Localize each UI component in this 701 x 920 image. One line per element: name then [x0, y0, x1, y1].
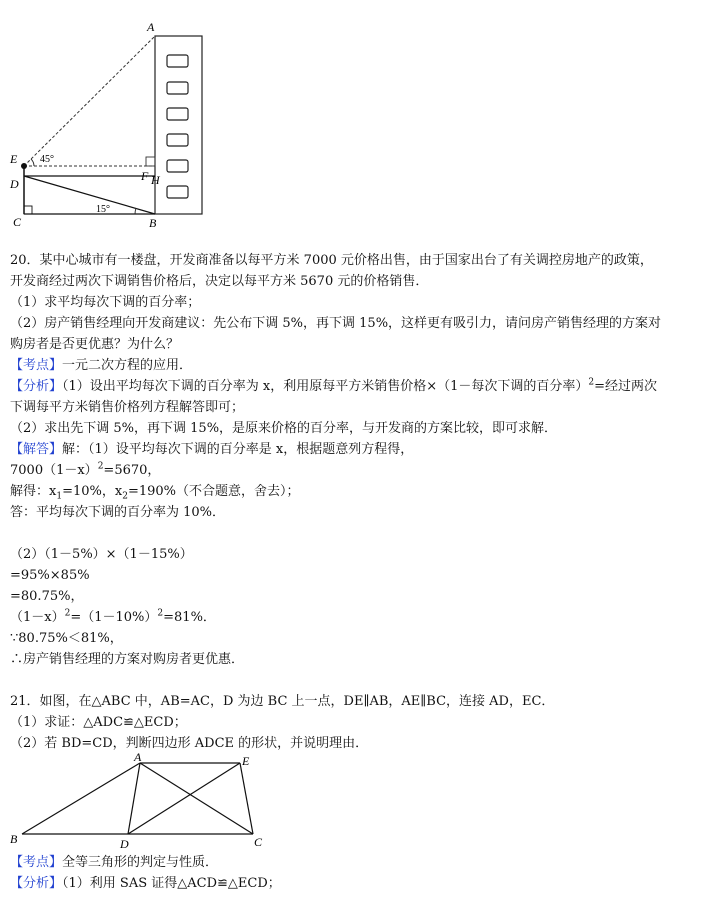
q20-part2b: 购房者是否更优惠？为什么？ — [10, 337, 180, 352]
fenxi1-sup: 2 — [588, 377, 595, 388]
q20-part2a: （2）房产销售经理向开发商建议：先公布下调 5%，再下调 15%，这样更有吸引力，请问房产销售经理的方案对 — [10, 316, 662, 331]
q21-fenxi-text: （1）利用 SAS 证得△ACD≌△ECD； — [62, 876, 281, 891]
q21-kaodian — [10, 852, 695, 873]
question-21-analysis — [10, 852, 695, 894]
q20-line1: 20．某中心城市有一楼盘，开发商准备以每平方米 7000 元价格出售，由于国家出台了有关调控房地产的政策， — [10, 253, 653, 268]
segment-ba — [22, 763, 140, 834]
eq1-b: =5670， — [103, 463, 161, 478]
point-e — [21, 163, 27, 169]
sol-b: =10%，x — [62, 484, 123, 499]
q20-p2-line6: ∴房产销售经理的方案对购房者更优惠． — [10, 652, 245, 667]
q21-kaodian-text: 全等三角形的判定与性质． — [62, 855, 219, 870]
p2-l4-sup1: 2 — [64, 608, 71, 619]
label-d: D — [10, 177, 19, 191]
question-20-block — [10, 250, 695, 754]
p2-l4-a: （1－x） — [10, 610, 65, 625]
q20-p2-line4 — [10, 607, 695, 628]
label-c: C — [13, 215, 22, 229]
q20-jieda — [10, 439, 695, 460]
sight-line-ea — [24, 36, 155, 166]
q21-fenxi-tag: 【分析】 — [10, 876, 63, 891]
q20-fenxi1 — [10, 376, 695, 397]
eq1-a: 7000（1－x） — [10, 463, 98, 478]
label-f: F — [141, 169, 149, 183]
q20-eq1 — [10, 460, 695, 481]
line-db — [24, 176, 155, 214]
label-a2: A — [134, 752, 142, 764]
label-b: B — [149, 216, 157, 230]
q21-kaodian-tag: 【考点】 — [10, 855, 63, 870]
label-d2: D — [120, 837, 129, 851]
q21-fenxi — [10, 873, 695, 894]
right-angle-f — [146, 157, 155, 166]
sol-a: 解得：x — [10, 484, 57, 499]
q20-p2-line1: （2）（1－5%）×（1－15%） — [10, 547, 193, 562]
jieda-tag: 【解答】 — [10, 442, 63, 457]
q20-solution — [10, 481, 695, 502]
building — [155, 36, 202, 214]
label-c2: C — [254, 835, 263, 849]
fenxi1-text-a: （1）设出平均每次下调的百分率为 x，利用原每平方米销售价格×（1－每次下调的百分率） — [62, 379, 589, 394]
segment-ac — [140, 763, 253, 834]
segment-ad — [128, 763, 140, 834]
q20-line2: 开发商经过两次下调销售价格后，决定以每平方米 5670 元的价格销售． — [10, 274, 429, 289]
eq1-sup: 2 — [97, 461, 104, 472]
kaodian-text: 一元二次方程的应用． — [62, 358, 193, 373]
label-e2: E — [242, 754, 250, 768]
q20-answer1: 答：平均每次下调的百分率为 10%． — [10, 505, 226, 520]
sol-sub2: 2 — [122, 491, 128, 502]
window — [167, 108, 188, 120]
q21-line1: 21．如图，在△ABC 中，AB=AC，D 为边 BC 上一点，DE∥AB，AE∥BC，连接 AD，EC． — [10, 694, 555, 709]
q20-p2-line5: ∵80.75%＜81%， — [10, 631, 123, 646]
segment-ec — [240, 763, 253, 834]
label-e: E — [10, 152, 18, 166]
angle-label-45: 45° — [40, 154, 54, 165]
p2-l4-sup2: 2 — [157, 608, 164, 619]
angle-label-15: 15° — [96, 204, 110, 215]
jieda-text: 解：（1）设平均每次下调的百分率是 x，根据题意列方程得， — [62, 442, 414, 457]
window — [167, 82, 188, 94]
angle-arc-45 — [31, 159, 34, 166]
p2-l4-c: =81%． — [163, 610, 216, 625]
label-a: A — [147, 20, 155, 34]
q20-p2-line3: =80.75%， — [10, 589, 84, 604]
q20-fenxi1c: 下调每平方米销售价格列方程解答即可； — [10, 400, 245, 415]
label-h: H — [151, 173, 160, 187]
window — [167, 134, 188, 146]
angle-arc-15 — [135, 208, 136, 214]
p2-l4-b: =（1－10%） — [70, 610, 158, 625]
fenxi-tag: 【分析】 — [10, 379, 63, 394]
kaodian-tag: 【考点】 — [10, 358, 63, 373]
label-b2: B — [10, 832, 18, 846]
sol-sub1: 1 — [56, 491, 63, 502]
q20-part1: （1）求平均每次下调的百分率； — [10, 295, 201, 310]
fenxi1-text-b: =经过两次 — [594, 379, 658, 394]
figure-building-diagram — [0, 0, 220, 230]
q21-part1: （1）求证：△ADC≌△ECD； — [10, 715, 187, 730]
sol-c: =190%（不合题意，舍去）； — [127, 484, 300, 499]
window — [167, 160, 188, 172]
right-angle-c — [24, 206, 32, 214]
q20-p2-line2: =95%×85% — [10, 568, 90, 583]
window — [167, 186, 188, 198]
window — [167, 55, 188, 67]
figure-triangle-diagram — [0, 752, 290, 852]
segment-de — [128, 763, 240, 834]
q21-part2: （2）若 BD=CD，判断四边形 ADCE 的形状，并说明理由． — [10, 736, 369, 751]
q20-kaodian — [10, 355, 695, 376]
q20-fenxi2: （2）求出先下调 5%，再下调 15%，是原来价格的百分率，与开发商的方案比较，即可求解． — [10, 421, 558, 436]
